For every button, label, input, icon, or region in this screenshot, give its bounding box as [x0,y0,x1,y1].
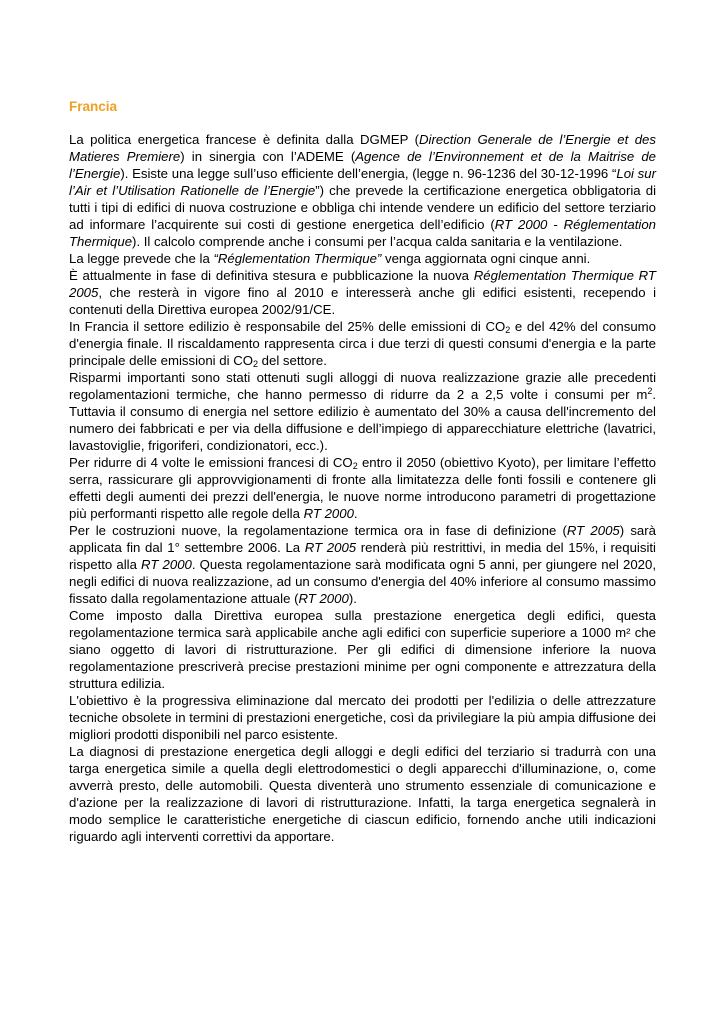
paragraph-5 [69,369,656,454]
paragraph-9: L'obiettivo è la progressiva eliminazione dal mercato dei prodotti per l'edilizia o delle attrezzature tecniche obsolete in termini di prestazioni energetiche, così da privilegiare la più ampia diffusione dei migliori prodotti disponibili nel parco esistente. [69,693,656,742]
paragraph-2 [69,250,656,267]
text-run: ) sarà applicata fin dal 1° settembre 2006. La [69,523,656,555]
italic-run: RT 2000 [303,506,354,521]
italic-run: RT 2005 [566,523,620,538]
text-run: È attualmente in fase di definitiva stesura e pubblicazione la nuova [69,268,474,283]
italic-run: RT 2005 [304,540,357,555]
text-run: ”) che prevede la certificazione energetica obbligatoria di tutti i tipi di edifici di nuova costruzione e obbliga chi intende vendere un edificio del settore terziario ad informare l’acquirente sui costi di gestione energetica dell’edificio ( [69,183,656,232]
text-run: Per le costruzioni nuove, la regolamentazione termica ora in fase di definizione ( [69,523,567,538]
italic-run: RT 2000 [298,591,349,606]
text-run: , che resterà in vigore fino al 2010 e interesserà anche gli edifici esistenti, recependo i contenuti della Direttiva europea 2002/91/CE. [69,285,656,317]
section-heading: Francia [69,99,118,114]
text-run: . [353,506,358,521]
subscript: 2 [352,461,358,471]
text-run: La legge prevede che la [69,251,214,266]
paragraph-6 [69,454,656,522]
italic-run: “Réglementation Thermique” [213,251,382,266]
paragraph-8: Come imposto dalla Direttiva europea sulla prestazione energetica degli edifici, questa regolamentazione termica sarà applicabile anche agli edifici con superficie superiore a 1000 m² che siano oggetto di lavori di ristrutturazione. Per gli edifici di dimensione inferiore la nuova regolamentazione prescriverà precise prestazioni minime per ogni componente e attrezzatura della struttura edilizia. [69,608,656,691]
paragraph-3 [69,267,656,318]
superscript: 2 [647,386,653,396]
italic-run: RT 2000 [141,557,192,572]
text-run: venga aggiornata ogni cinque anni. [381,251,591,266]
text-run: ). Esiste una legge sull’uso efficiente dell’energia, (legge n. 96-1236 del 30-12-1996 “ [120,166,617,181]
text-run: . Questa regolamentazione sarà modificata ogni 5 anni, per giungere nel 2020, negli edifici di nuova realizzazione, ad un consumo d'energia del 40% inferiore al consumo massimo fissato dalla regolamentazione attuale ( [69,557,656,606]
text-run: ) in sinergia con l’ADEME ( [180,149,356,164]
italic-run: RT 2000 - Réglementation Thermique [69,217,656,249]
paragraph-7 [69,522,656,607]
text-run: e del 42% del consumo d'energia finale. Il riscaldamento rappresenta circa i due terzi di questi consumi d'energia e la parte principale delle emissioni di CO [69,319,656,368]
text-run: . Tuttavia il consumo di energia nel settore edilizio è aumentato del 30% a causa dell'incremento del numero dei fabbricati e per via della diffusione e dell’impiego di apparecchiature elettriche (lavatrici, lavastoviglie, frigoriferi, condizionatori, ecc.). [69,387,656,453]
text-run: ). [348,591,357,606]
text-run: ). Il calcolo comprende anche i consumi per l’acqua calda sanitaria e la ventilazione. [132,234,623,249]
text-run: del settore. [258,353,327,368]
italic-run: Réglementation Thermique RT 2005 [69,268,656,300]
text-run: renderà più restrittivi, in media del 15%, i requisiti rispetto alla [69,540,656,572]
text-run: Per ridurre di 4 volte le emissioni francesi di CO [69,455,353,470]
text-run: La politica energetica francese è definita dalla DGMEP ( [69,132,420,147]
text-run: Risparmi importanti sono stati ottenuti sugli alloggi di nuova realizzazione grazie alle precedenti regolamentazioni termiche, che hanno permesso di ridurre da 2 a 2,5 volte i consumi per m [69,370,656,402]
text-run: In Francia il settore edilizio è responsabile del 25% delle emissioni di CO [69,319,506,334]
document-body [69,131,656,845]
italic-run: Direction Generale de l’Energie et des Matieres Premiere [69,132,656,164]
paragraph-4 [69,318,656,369]
italic-run: Agence de l’Environnement et de la Maitrise de l’Energie [69,149,656,181]
paragraph-10: La diagnosi di prestazione energetica degli alloggi e degli edifici del terziario si tradurrà con una targa energetica simile a quella degli elettrodomestici o degli apparecchi d'illuminazione, o, come avverrà presto, delle automobili. Questa diventerà uno strumento essenziale di comunicazione e d'azione per la realizzazione di lavori di ristrutturazione. Infatti, la targa energetica segnalerà in modo semplice le caratteristiche energetiche di ciascun edificio, fornendo anche utili indicazioni riguardo agli interventi correttivi da apportare. [69,744,656,844]
subscript: 2 [252,359,258,369]
text-run: entro il 2050 (obiettivo Kyoto), per limitare l’effetto serra, rassicurare gli approvvigionamenti di fronte alla limitatezza delle fonti fossili e contenere gli effetti degli aumenti dei prezzi dell'energia, le nuove norme introducono parametri di progettazione più performanti rispetto alle regole della [69,455,656,521]
paragraph-1 [69,131,656,250]
subscript: 2 [505,325,511,335]
italic-run: Loi sur l’Air et l’Utilisation Rationelle de l’Energie [69,166,656,198]
